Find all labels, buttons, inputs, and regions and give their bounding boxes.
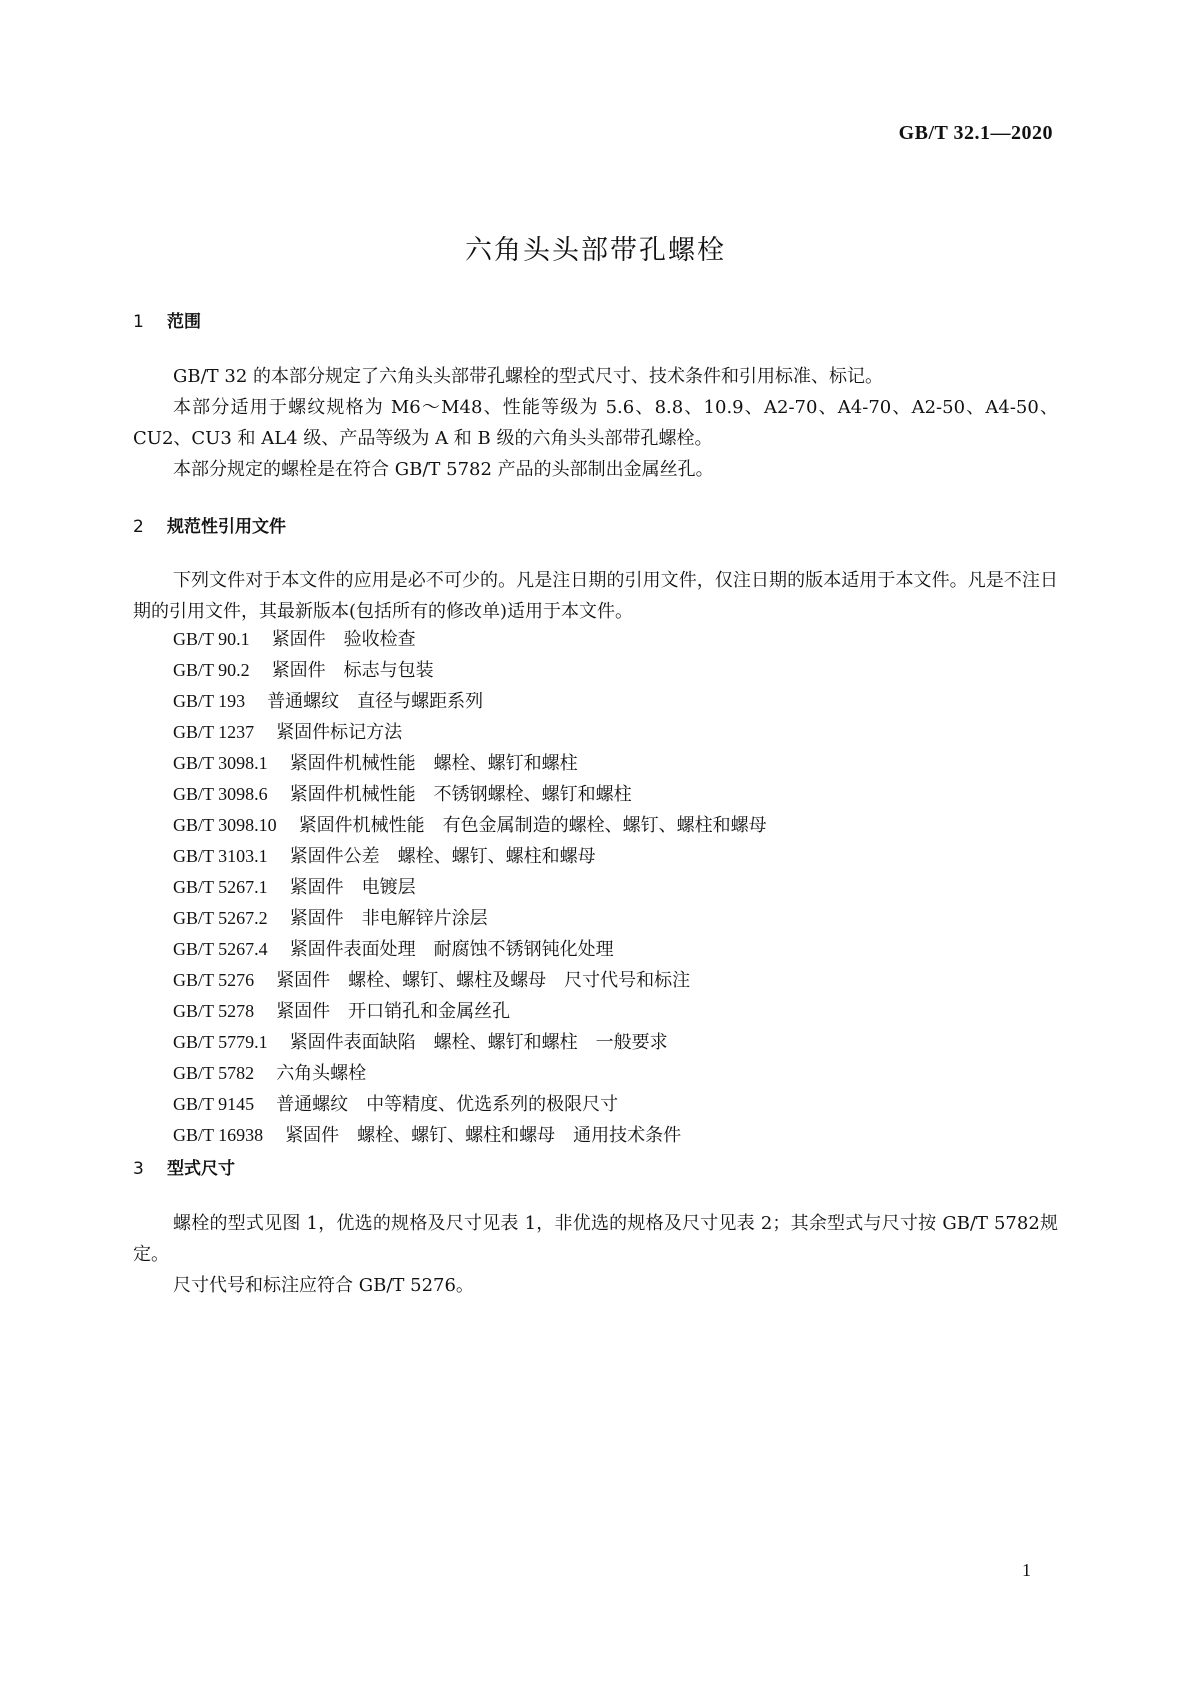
list-item <box>173 872 1053 903</box>
list-item <box>173 841 1053 872</box>
reference-title: 紧固件 标志与包装 <box>271 660 434 681</box>
standard-number: GB/T 32.1—2020 <box>898 122 1053 144</box>
reference-title: 紧固件 螺栓、螺钉、螺柱及螺母 尺寸代号和标注 <box>276 970 691 991</box>
reference-code: GB/T 5267.1 <box>173 877 268 897</box>
section-body-type-dimensions <box>133 1208 1058 1301</box>
list-item <box>173 996 1053 1027</box>
reference-title: 普通螺纹 直径与螺距系列 <box>267 691 484 712</box>
reference-code: GB/T 3098.10 <box>173 815 277 835</box>
page-number: 1 <box>1022 1560 1031 1580</box>
section-number: 1 <box>133 312 144 332</box>
reference-title: 紧固件机械性能 有色金属制造的螺栓、螺钉、螺柱和螺母 <box>298 815 767 836</box>
section-heading-type-dimensions <box>133 1154 235 1179</box>
list-item <box>173 1058 1053 1089</box>
list-item <box>173 934 1053 965</box>
paragraph: 本部分规定的螺栓是在符合 GB/T 5782 产品的头部制出金属丝孔。 <box>173 459 714 480</box>
reference-title: 紧固件机械性能 不锈钢螺栓、螺钉和螺柱 <box>289 784 632 805</box>
reference-title: 六角头螺栓 <box>276 1063 367 1084</box>
list-item <box>173 1089 1053 1120</box>
list-item <box>173 965 1053 996</box>
reference-code: GB/T 9145 <box>173 1094 255 1114</box>
section-title: 型式尺寸 <box>167 1159 235 1179</box>
paragraph: 螺栓的型式见图 1，优选的规格及尺寸见表 1，非优选的规格及尺寸见表 2；其余型式与尺寸按 GB/T 5782规定。 <box>133 1213 1058 1265</box>
reference-list <box>173 624 1053 1151</box>
reference-code: GB/T 5779.1 <box>173 1032 268 1052</box>
section-title: 规范性引用文件 <box>167 517 286 537</box>
list-item <box>173 624 1053 655</box>
reference-title: 紧固件 螺栓、螺钉、螺柱和螺母 通用技术条件 <box>285 1125 682 1146</box>
reference-title: 紧固件 电镀层 <box>289 877 416 898</box>
reference-title: 紧固件标记方法 <box>276 722 403 743</box>
reference-code: GB/T 3098.1 <box>173 753 268 773</box>
section-heading-normative-references <box>133 512 286 537</box>
section-body-scope <box>133 361 1058 485</box>
reference-code: GB/T 5267.4 <box>173 939 268 959</box>
paragraph: 本部分适用于螺纹规格为 M6～M48、性能等级为 5.6、8.8、10.9、A2-70、A4-70、A2-50、A4-50、CU2、CU3 和 AL4 级、产品等级为 A 和 B 级的六角头头部带孔螺栓。 <box>133 397 1058 449</box>
section-heading-scope <box>133 307 201 332</box>
reference-code: GB/T 90.2 <box>173 660 250 680</box>
reference-title: 紧固件表面处理 耐腐蚀不锈钢钝化处理 <box>289 939 614 960</box>
reference-title: 紧固件公差 螺栓、螺钉、螺柱和螺母 <box>289 846 596 867</box>
section-body-normative-references <box>133 565 1058 627</box>
section-number: 2 <box>133 517 144 537</box>
list-item <box>173 779 1053 810</box>
paragraph: GB/T 32 的本部分规定了六角头头部带孔螺栓的型式尺寸、技术条件和引用标准、标记。 <box>173 366 884 387</box>
reference-code: GB/T 3098.6 <box>173 784 268 804</box>
list-item <box>173 1027 1053 1058</box>
list-item <box>173 810 1053 841</box>
list-item <box>173 748 1053 779</box>
reference-title: 紧固件 验收检查 <box>271 629 416 650</box>
reference-title: 紧固件表面缺陷 螺栓、螺钉和螺柱 一般要求 <box>289 1032 668 1053</box>
reference-code: GB/T 5782 <box>173 1063 255 1083</box>
section-number: 3 <box>133 1159 144 1179</box>
section-title: 范围 <box>167 312 201 332</box>
reference-title: 紧固件 非电解锌片涂层 <box>289 908 488 929</box>
reference-code: GB/T 5276 <box>173 970 255 990</box>
paragraph: 下列文件对于本文件的应用是必不可少的。凡是注日期的引用文件，仅注日期的版本适用于本文件。凡是不注日期的引用文件，其最新版本(包括所有的修改单)适用于本文件。 <box>133 570 1058 622</box>
reference-code: GB/T 1237 <box>173 722 255 742</box>
reference-title: 紧固件机械性能 螺栓、螺钉和螺柱 <box>289 753 578 774</box>
reference-code: GB/T 193 <box>173 691 246 711</box>
list-item <box>173 1120 1053 1151</box>
reference-code: GB/T 5278 <box>173 1001 255 1021</box>
list-item <box>173 655 1053 686</box>
list-item <box>173 903 1053 934</box>
list-item <box>173 686 1053 717</box>
paragraph: 尺寸代号和标注应符合 GB/T 5276。 <box>173 1275 474 1296</box>
reference-title: 紧固件 开口销孔和金属丝孔 <box>276 1001 511 1022</box>
reference-code: GB/T 3103.1 <box>173 846 268 866</box>
list-item <box>173 717 1053 748</box>
reference-code: GB/T 90.1 <box>173 629 250 649</box>
document-title: 六角头头部带孔螺栓 <box>465 235 726 266</box>
reference-code: GB/T 16938 <box>173 1125 264 1145</box>
reference-code: GB/T 5267.2 <box>173 908 268 928</box>
reference-title: 普通螺纹 中等精度、优选系列的极限尺寸 <box>276 1094 619 1115</box>
